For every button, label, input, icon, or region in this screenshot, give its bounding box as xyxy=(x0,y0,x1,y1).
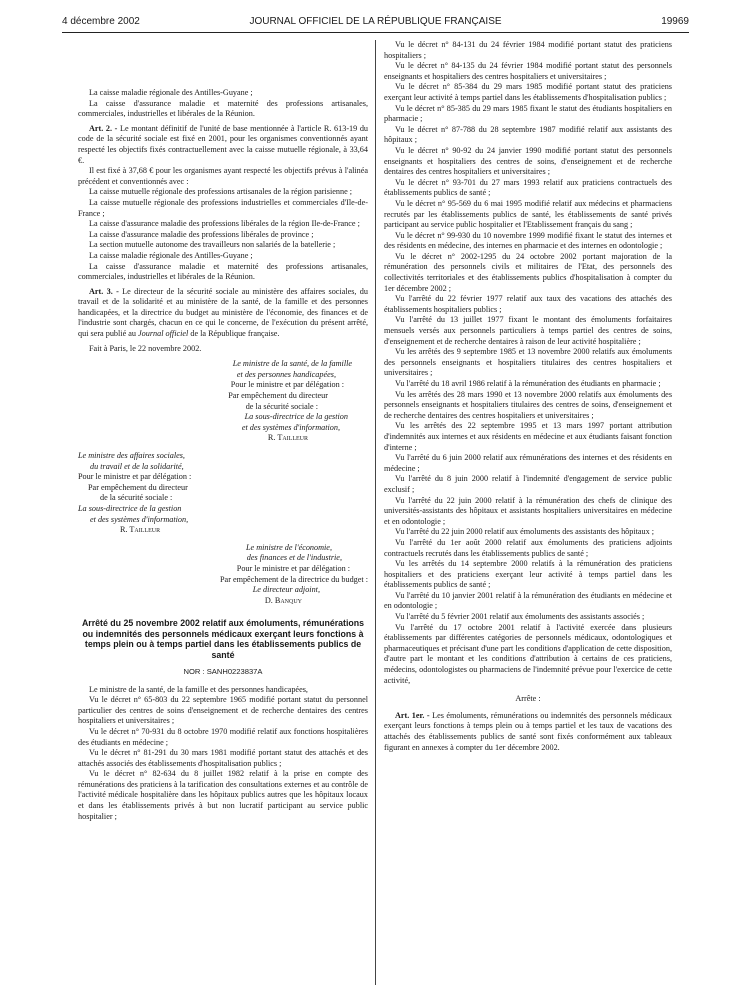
article-1 xyxy=(384,711,672,753)
column-divider xyxy=(375,40,376,985)
signature-line: de la sécurité sociale : xyxy=(245,401,318,411)
signature-line: Pour le ministre et par délégation : xyxy=(230,380,344,390)
list-item: La caisse d'assurance maladie et maternité des professions artisanales, commerciales, industrielles et libérales de la Réunion. xyxy=(78,261,368,282)
signature-line: des finances et de l'industrie, xyxy=(246,553,342,563)
visa-item: Vu le décret n° 90-92 du 24 janvier 1990 modifié portant statut des personnels enseignants et hospitaliers des centres de soins, d'enseignement et de recherche dentaires des centres hospitaliers et universitaires ; xyxy=(384,145,672,177)
visa-item: Vu l'arrêté du 5 février 2001 relatif aux émoluments des assistants associés ; xyxy=(395,612,645,622)
header-title: JOURNAL OFFICIEL DE LA RÉPUBLIQUE FRANÇAISE xyxy=(249,16,502,27)
signature-block-3 xyxy=(78,543,368,607)
list-item: La caisse d'assurance maladie des professions libérales de la région Ile-de-France ; xyxy=(89,219,360,229)
visa-item: Vu l'arrêté du 8 juin 2000 relatif à l'indemnité d'engagement de service public exclusif ; xyxy=(384,474,672,494)
signature-line: et des personnes handicapées, xyxy=(236,369,336,379)
visa-item: Vu l'arrêté du 18 avril 1986 relatif à la rémunération des étudiants en pharmacie ; xyxy=(395,379,661,388)
visa-item: Vu le décret n° 85-384 du 29 mars 1985 modifié portant statut des praticiens exerçant leur activité à temps partiel dans les établissements d'hospitalisation publics ; xyxy=(384,82,672,102)
signature-block-2 xyxy=(78,451,368,536)
fait-a-paris: Fait à Paris, le 22 novembre 2002. xyxy=(89,343,202,353)
article-label: Art. 1er. - xyxy=(395,710,430,720)
visa-item: Vu l'arrêté du 22 février 1977 relatif aux taux des vacations des attachés des établissements hospitaliers publics ; xyxy=(384,294,672,314)
paragraph: Vu le décret n° 70-931 du 8 octobre 1970 modifié relatif aux fonctions hospitalières des étudiants en médecine ; xyxy=(78,726,368,747)
arrete-title: Arrêté du 25 novembre 2002 relatif aux émoluments, rémunérations ou indemnités des personnels médicaux exerçant leurs fonctions à temps plein ou à temps partiel dans les établissements publics de santé xyxy=(81,618,365,660)
list-item: La section mutuelle autonome des travailleurs non salariés de la batellerie ; xyxy=(89,240,336,250)
page-header xyxy=(62,14,689,30)
visa-item: Vu le décret n° 87-788 du 28 septembre 1987 modifié relatif aux assistants des hôpitaux ; xyxy=(384,124,672,145)
article-3 xyxy=(78,287,368,340)
signature-line: Le directeur adjoint, xyxy=(252,585,320,595)
journal-officiel-ref: Journal officiel xyxy=(138,329,189,339)
signature-block-1 xyxy=(78,359,368,444)
signature-line: Le ministre de l'économie, xyxy=(245,542,332,552)
visa-item: Vu le décret n° 95-569 du 6 mai 1995 modifié relatif aux médecins et pharmaciens recrutés par les établissements publics de santé, les établissements de santé privés participant au service public hospitalier et l'Etablissement français du sang ; xyxy=(384,198,672,230)
signature-line: Par empêchement de la directrice du budget : xyxy=(220,574,368,584)
visa-item: Vu le décret n° 84-131 du 24 février 1984 modifié portant statut des praticiens hospitaliers ; xyxy=(384,40,672,60)
visa-item: Vu l'arrêté du 6 juin 2000 relatif aux rémunérations des internes et des résidents en médecine ; xyxy=(384,453,672,473)
visa-item: Vu le décret n° 84-135 du 24 février 1984 modifié portant statut des personnels enseignants et hospitaliers des centres hospitaliers et universitaires ; xyxy=(384,61,672,81)
article-text-end: de la République française. xyxy=(188,329,280,339)
list-item: La caisse mutuelle régionale des professions industrielles et commerciales d'Ile-de-France ; xyxy=(78,197,368,218)
signature-line: La sous-directrice de la gestion xyxy=(78,503,182,513)
signature-line: et des systèmes d'information, xyxy=(90,514,189,524)
signature-line: Le ministre de la santé, de la famille xyxy=(232,359,352,369)
signatory-name: R. Tailleur xyxy=(267,433,308,443)
article-2 xyxy=(78,124,368,166)
signatory-name: D. Banquy xyxy=(264,595,302,605)
paragraph: Vu le décret n° 65-803 du 22 septembre 1965 modifié portant statut du personnel particulier des centres de soins d'enseignement et de recherche dentaires des centres hospitaliers et universitaires ; xyxy=(78,695,368,726)
article-text: Le montant définitif de l'unité de base mentionnée à l'article R. 613-19 du code de la sécurité sociale est fixé en 2001, pour les organismes conventionnés ayant respecté les objectifs fixés contractuellement avec la caisse mutuelle régionale, à 33,64 €. xyxy=(78,123,369,165)
left-column xyxy=(78,88,368,822)
signature-line: La sous-directrice de la gestion xyxy=(244,412,348,422)
signature-line: et des systèmes d'information, xyxy=(241,422,340,432)
signature-line: du travail et de la solidarité, xyxy=(90,461,184,471)
visa-item: Vu l'arrêté du 1er août 2000 relatif aux émoluments des praticiens adjoints contractuels recrutés dans les établissements publics de santé ; xyxy=(384,537,672,558)
right-column xyxy=(384,40,672,753)
visa-item: Vu l'arrêté du 17 octobre 2001 relatif à l'activité exercée dans plusieurs établissements par différentes catégories de personnels médicaux, odontologiques et pharmaceutiques et précisant d'une part les conditions d'application de cette disposition, d'autre part le montant et les conditions d'attribution à certains de ces praticiens, médecins, odontologistes ou pharmaciens de l'indemnité prévue pour l'exercice de cette activité, xyxy=(384,622,672,685)
list-item: La caisse mutuelle régionale des professions artisanales de la région parisienne ; xyxy=(89,187,353,197)
signature-line: de la sécurité sociale : xyxy=(100,493,173,503)
arrete-heading: Arrête : xyxy=(515,694,541,704)
article-label: Art. 2. - xyxy=(89,123,118,133)
list-item: La caisse d'assurance maladie des professions libérales de province ; xyxy=(89,229,314,239)
paragraph: La caisse maladie régionale des Antilles-Guyane ; xyxy=(89,88,253,97)
header-rule xyxy=(62,32,689,33)
visa-item: Vu l'arrêté du 22 juin 2000 relatif à la rémunération des chefs de clinique des universités-assistants des hôpitaux et assistants hospitaliers universitaires en médecine et en odontologie ; xyxy=(384,495,672,526)
signature-line: Par empêchement du directeur xyxy=(88,482,188,492)
visa-item: Vu les arrêtés des 28 mars 1990 et 13 novembre 2000 relatifs aux émoluments des personnels enseignants et hospitaliers titulaires des centres de soins, d'enseignement et de recherche dentaires des centres hospitaliers et universitaires ; xyxy=(384,389,672,420)
visa-item: Vu les arrêtés des 22 septembre 1995 et 13 mars 1997 portant attribution d'indemnités aux internes et aux résidents en médecine et aux étudiants faisant fonction d'interne ; xyxy=(384,421,672,452)
signature-line: Pour le ministre et par délégation : xyxy=(236,563,350,573)
visa-item: Vu le décret n° 99-930 du 10 novembre 1999 modifié fixant le statut des internes et des résidents en médecine, des internes en pharmacie et des internes en odontologie ; xyxy=(384,230,672,251)
header-date: 4 décembre 2002 xyxy=(62,16,140,27)
article-text: Les émoluments, rémunérations ou indemnités des personnels médicaux exerçant leurs fonctions à temps plein ou à temps partiel et les taux de vacations des attachés des établissements publics de santé sont fixés conformément aux tableaux figurant en annexes à compter du 1er décembre 2002. xyxy=(384,710,672,752)
list-item: La caisse maladie régionale des Antilles-Guyane ; xyxy=(89,250,253,260)
signatory-name: R. Tailleur xyxy=(120,525,161,535)
visa-item: Vu l'arrêté du 13 juillet 1977 fixant le montant des émoluments forfaitaires mensuels versés aux personnels particuliers à temps partiel des centres de soins, d'enseignement et de recherche dentaires à raison de leur activité hospitalière ; xyxy=(384,315,672,346)
visa-item: Vu les arrêtés du 14 septembre 2000 relatifs à la rémunération des praticiens hospitaliers et des praticiens exerçant leur activité à temps partiel dans les établissements publics de santé ; xyxy=(384,559,672,590)
signature-line: Le ministre des affaires sociales, xyxy=(78,451,185,460)
paragraph: Vu le décret n° 82-634 du 8 juillet 1982 relatif à la prise en compte des rémunérations des praticiens à la tarification des consultations externes et au contrôle de l'activité médicale hospitalière dans les hôpitaux publics autres que les hôpitaux locaux et dans les établissements privés à but non lucratif participant au service public hospitalier ; xyxy=(78,769,368,821)
article-text: Le directeur de la sécurité sociale au ministère des affaires sociales, du travail et de la solidarité et au ministère de la santé, de la famille et des personnes handicapées, et la directrice du budget au ministère de l'économie, des finances et de l'industrie sont chargés, chacun en ce qui le concerne, de l'exécution du présent arrêté, qui sera publié au xyxy=(78,286,368,339)
visa-item: Vu le décret n° 93-701 du 27 mars 1993 relatif aux praticiens contractuels des établissements publics de santé ; xyxy=(384,177,672,198)
visa-item: Vu le décret n° 2002-1295 du 24 octobre 2002 portant majoration de la rémunération des personnels civils et militaires de l'Etat, des personnels des collectivités territoriales et des établissements publics d'hospitalisation à compter du 1er décembre 2002 ; xyxy=(384,251,672,293)
paragraph: Le ministre de la santé, de la famille et des personnes handicapées, xyxy=(89,684,308,694)
nor-reference: NOR : SANH0223837A xyxy=(183,666,263,676)
signature-line: Pour le ministre et par délégation : xyxy=(78,472,192,482)
visa-item: Vu le décret n° 85-385 du 29 mars 1985 fixant le statut des étudiants hospitaliers en pharmacie ; xyxy=(384,103,672,124)
visa-item: Vu l'arrêté du 22 juin 2000 relatif aux émoluments des assistants des hôpitaux ; xyxy=(395,527,655,537)
visa-item: Vu l'arrêté du 10 janvier 2001 relatif à la rémunération des étudiants en médecine et en odontologie ; xyxy=(384,590,672,611)
signature-line: Par empêchement du directeur xyxy=(228,391,328,401)
article-label: Art. 3. - xyxy=(89,286,119,296)
paragraph: Vu le décret n° 81-291 du 30 mars 1981 modifié portant statut des attachés et des attachés associés des établissements d'hospitalisation publics ; xyxy=(78,748,368,768)
header-page-number: 19969 xyxy=(661,16,689,27)
visa-item: Vu les arrêtés des 9 septembre 1985 et 13 novembre 2000 relatifs aux émoluments des personnels enseignants et hospitaliers titulaires des centres hospitaliers et universitaires ; xyxy=(384,347,672,378)
paragraph: La caisse d'assurance maladie et maternité des professions artisanales, commerciales, industrielles et libérales de la Réunion. xyxy=(78,98,368,119)
paragraph: Il est fixé à 37,68 € pour les organismes ayant respecté les objectifs prévus à l'alinéa précédent et conventionnés avec : xyxy=(78,166,368,186)
